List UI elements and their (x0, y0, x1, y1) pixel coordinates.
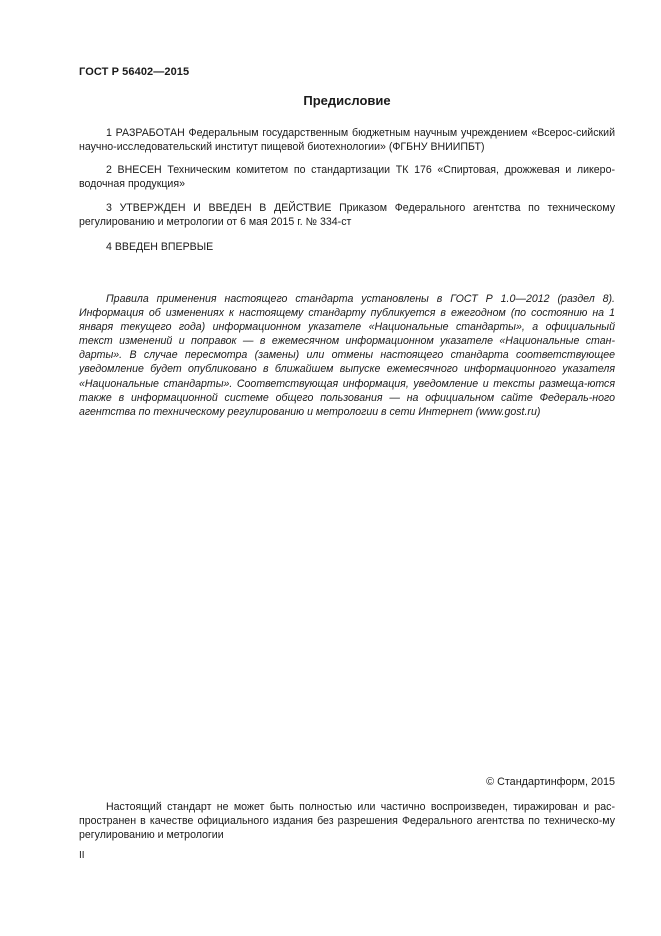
foreword-item-3 (79, 201, 615, 229)
application-rules-note (79, 292, 615, 419)
legal-notice-text: Настоящий стандарт не может быть полностью или частично воспроизведен, тиражирован и рас-пространен в качестве официального издания без разрешения Федерального агентства по техническо-му регулированию и метрологии (79, 801, 615, 842)
foreword-item-1-text: 1 РАЗРАБОТАН Федеральным государственным бюджетным научным учреждением «Всерос-сийский научно-исследовательский институт пищевой биотехнологии» (ФГБНУ ВНИИПБТ) (79, 127, 615, 154)
foreword-item-1 (79, 126, 615, 154)
foreword-item-4 (79, 240, 615, 254)
section-title: Предисловие (303, 93, 391, 108)
copyright-line: © Стандартинформ, 2015 (486, 776, 615, 788)
foreword-item-2 (79, 163, 615, 191)
document-code: ГОСТ Р 56402—2015 (79, 66, 190, 78)
foreword-item-3-text: 3 УТВЕРЖДЕН И ВВЕДЕН В ДЕЙСТВИЕ Приказом Федерального агентства по техническому регулированию и метрологии от 6 мая 2015 г. № 334-ст (79, 202, 615, 229)
foreword-item-4-text: 4 ВВЕДЕН ВПЕРВЫЕ (106, 241, 214, 253)
foreword-item-2-text: 2 ВНЕСЕН Техническим комитетом по стандартизации ТК 176 «Спиртовая, дрожжевая и ликеро-водочная продукция» (79, 164, 615, 191)
legal-notice (79, 800, 615, 843)
application-rules-note-text: Правила применения настоящего стандарта установлены в ГОСТ Р 1.0—2012 (раздел 8). Информация об изменениях к настоящему стандарту публикуется в ежегодном (по состоянию на 1 января текущего года) информационном указателе «Национальные стандарты», а официальный текст изменений и поправок — в ежемесячном информационном указателе «Национальные стан-дарты». В случае пересмотра (замены) или отмены настоящего стандарта соответствующее уведомление будет опубликовано в ближайшем выпуске ежемесячного информационного указателя «Национальные стандарты». Соответствующая информация, уведомление и тексты размеща-ются также в информационной системе общего пользования — на официальном сайте Федераль-ного агентства по техническому регулированию и метрологии в сети Интернет (www.gost.ru) (79, 293, 615, 418)
page-number: II (79, 850, 85, 861)
